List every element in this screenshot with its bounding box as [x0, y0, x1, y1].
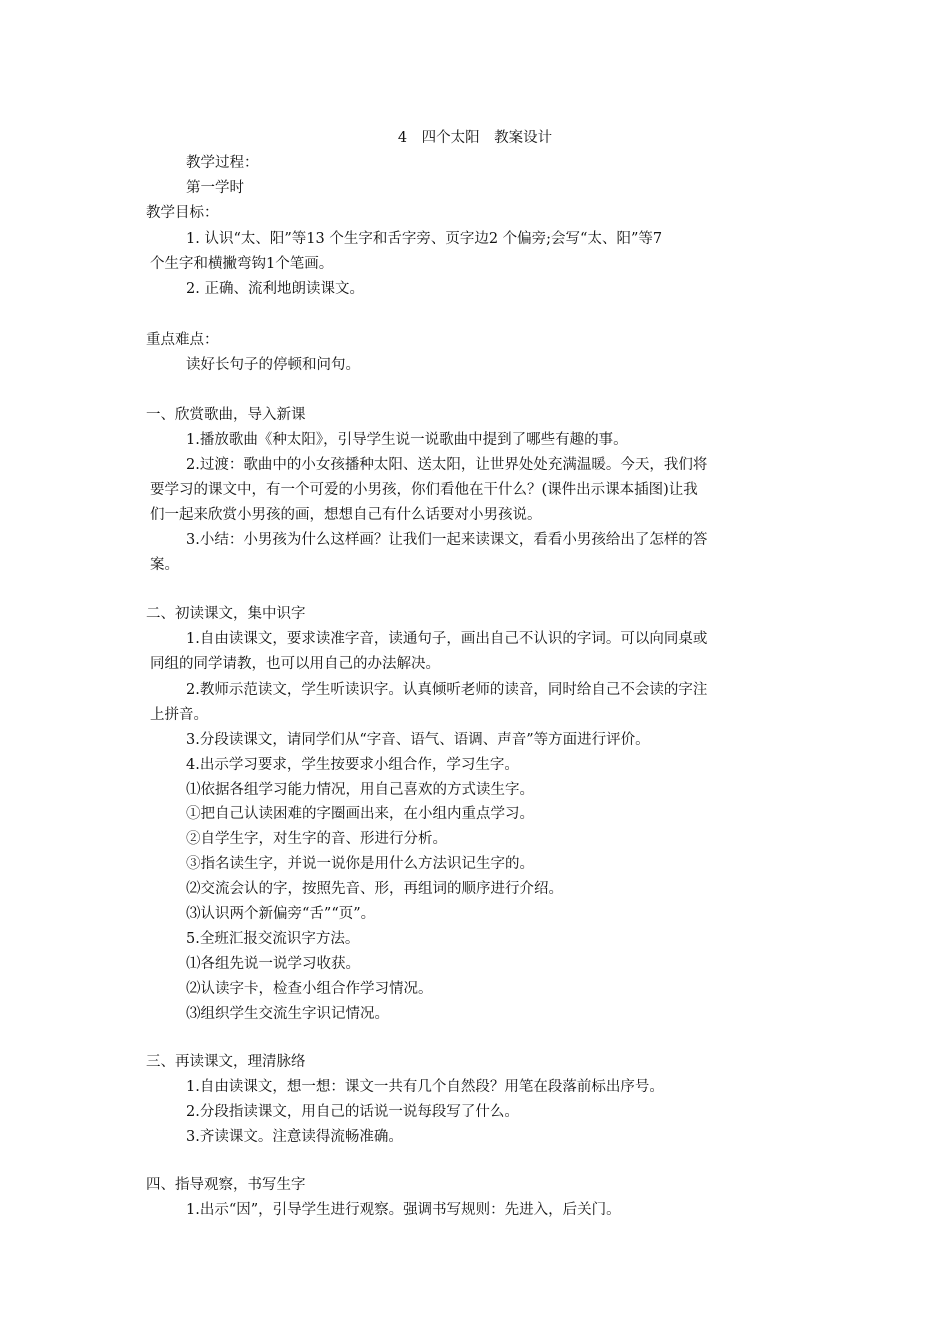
section-2-item-4: 4.出示学习要求，学生按要求小组合作，学习生字。 — [186, 757, 519, 773]
key-points-heading: 重点难点： — [146, 332, 219, 348]
section-2-item-1-cont: 同组的同学请教，也可以用自己的办法解决。 — [150, 656, 440, 672]
section-2-item-4-sub-1: ⑴依据各组学习能力情况，用自己喜欢的方式读生字。 — [186, 782, 534, 798]
section-4-item-1: 1.出示“因”，引导学生进行观察。强调书写规则：先进入，后关门。 — [186, 1202, 621, 1218]
objective-1: 1. 认识“太、阳”等13 个生字和舌字旁、页字边2 个偏旁;会写“太、阳”等7 — [186, 231, 663, 247]
section-3-item-1: 1.自由读课文，想一想：课文一共有几个自然段？用笔在段落前标出序号。 — [186, 1079, 664, 1095]
section-2-item-3: 3.分段读课文，请同学们从“字音、语气、语调、声音”等方面进行评价。 — [186, 732, 650, 748]
objective-2: 2. 正确、流利地朗读课文。 — [186, 281, 364, 297]
section-2-item-4-sub-1a: ①把自己认读困难的字圈画出来，在小组内重点学习。 — [186, 806, 534, 822]
page-title: 4 四个太阳 教案设计 — [397, 130, 553, 146]
section-2-item-5: 5.全班汇报交流识字方法。 — [186, 931, 360, 947]
section-1-item-1: 1.播放歌曲《种太阳》，引导学生说一说歌曲中提到了哪些有趣的事。 — [186, 432, 628, 448]
section-3-heading: 三、再读课文，理清脉络 — [146, 1054, 306, 1070]
section-3-item-2: 2.分段指读课文，用自己的话说一说每段写了什么。 — [186, 1104, 519, 1120]
section-2-item-4-sub-3: ⑶认识两个新偏旁“舌”“页”。 — [186, 906, 376, 922]
section-2-item-4-sub-1b: ②自学生字，对生字的音、形进行分析。 — [186, 831, 447, 847]
process-label: 教学过程： — [186, 155, 259, 171]
section-1-item-2-cont: 要学习的课文中，有一个可爱的小男孩，你们看他在干什么？(课件出示课本插图)让我 — [150, 482, 698, 498]
section-2-heading: 二、初读课文，集中识字 — [146, 606, 306, 622]
section-1-item-2-cont2: 们一起来欣赏小男孩的画，想想自己有什么话要对小男孩说。 — [150, 507, 542, 523]
section-1-item-3: 3.小结：小男孩为什么这样画？让我们一起来读课文，看看小男孩给出了怎样的答 — [186, 532, 708, 548]
section-4-heading: 四、指导观察，书写生字 — [146, 1177, 306, 1193]
objective-1-cont: 个生字和横撇弯钩1个笔画。 — [150, 256, 334, 272]
section-1-heading: 一、欣赏歌曲，导入新课 — [146, 407, 306, 423]
key-points-text: 读好长句子的停顿和问句。 — [186, 357, 360, 373]
section-2-item-5-sub-2: ⑵认读字卡，检查小组合作学习情况。 — [186, 981, 433, 997]
section-2-item-5-sub-1: ⑴各组先说一说学习收获。 — [186, 956, 360, 972]
section-2-item-5-sub-3: ⑶组织学生交流生字识记情况。 — [186, 1006, 389, 1022]
section-1-item-2: 2.过渡：歌曲中的小女孩播种太阳、送太阳，让世界处处充满温暖。今天，我们将 — [186, 457, 708, 473]
section-2-item-2-cont: 上拼音。 — [150, 707, 208, 723]
section-2-item-4-sub-2: ⑵交流会认的字，按照先音、形，再组词的顺序进行介绍。 — [186, 881, 563, 897]
section-1-item-3-cont: 案。 — [150, 557, 179, 573]
section-2-item-2: 2.教师示范读文，学生听读识字。认真倾听老师的读音，同时给自己不会读的字注 — [186, 682, 708, 698]
section-2-item-1: 1.自由读课文，要求读准字音，读通句子，画出自己不认识的字词。可以向同桌或 — [186, 631, 708, 647]
objectives-heading: 教学目标： — [146, 205, 219, 221]
section-2-item-4-sub-1c: ③指名读生字，并说一说你是用什么方法识记生字的。 — [186, 856, 534, 872]
lesson-label: 第一学时 — [186, 180, 244, 196]
section-3-item-3: 3.齐读课文。注意读得流畅准确。 — [186, 1129, 403, 1145]
